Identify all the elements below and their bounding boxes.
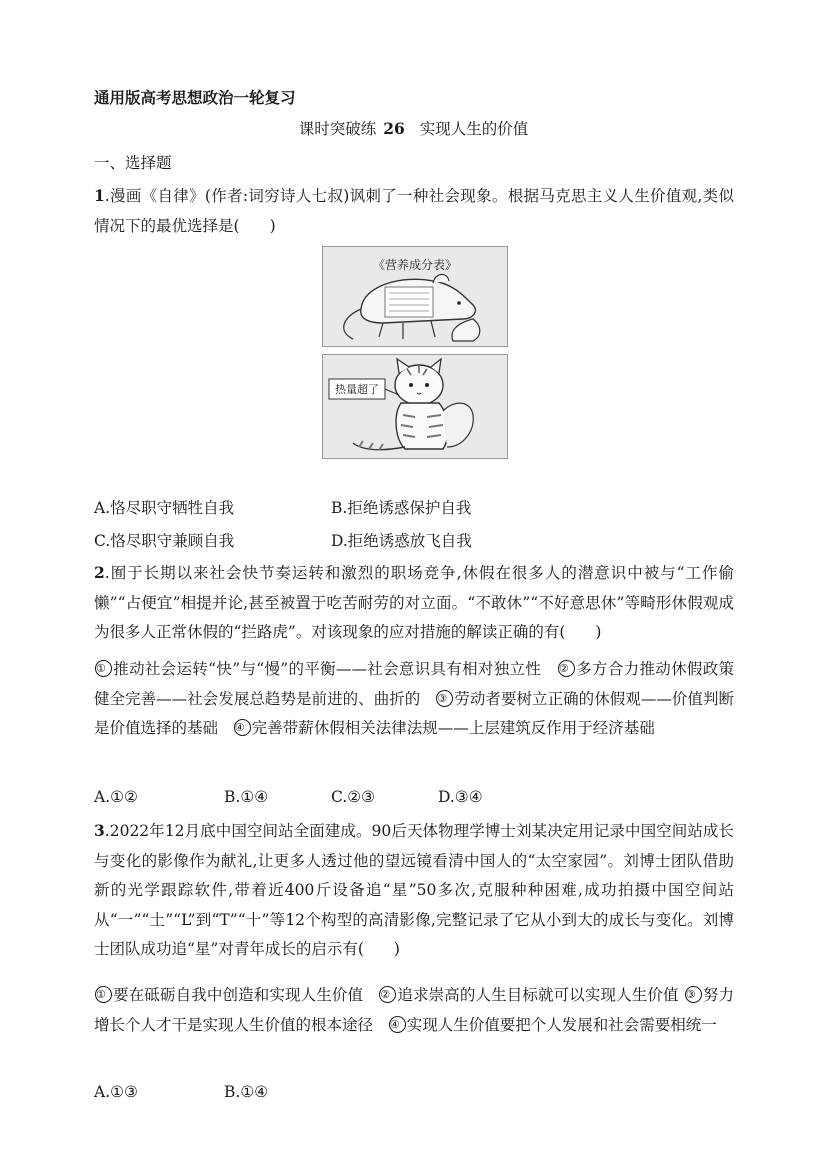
calorie-sign: 热量超了 [335,383,379,396]
comic-panel-cat [322,354,508,459]
q2-option-b[interactable]: B.①④ [224,788,269,806]
series-header: 通用版高考思想政治一轮复习 [94,89,296,107]
q2-statement-4: 完善带薪休假相关法律法规——上层建筑反作用于经济基础 [251,719,655,737]
lesson-title [0,117,827,139]
q2-option-d[interactable]: D.③④ [438,788,483,806]
question-2-stem: 2.囿于长期以来社会快节奏运转和激烈的职场竞争,休假在很多人的潜意识中被与“工作偷懒”“占便宜”相提并论,甚至被置于吃苦耐劳的对立面。“不敢休”“不好意思休”等畸形休假观成为很多人正常休假的“拦路虎”。对该现象的应对措施的解读正确的有( ) [94,563,734,641]
q3-statement-1: 要在砥砺自我中创造和实现人生价值 [113,986,364,1004]
q2-statement-1: 推动社会运转“快”与“慢”的平衡——社会意识具有相对独立性 [113,660,542,678]
title-number: 26 [383,119,405,138]
question-2-number: 2 [94,563,105,582]
comic-panel-mouse [322,246,508,347]
title-prefix: 课时突破练 [298,120,377,138]
q1-option-d[interactable]: D.拒绝诱惑放飞自我 [331,532,472,550]
question-3-number: 3 [94,821,105,840]
mouse-illustration [323,247,507,346]
q3-option-b[interactable]: B.①④ [224,1083,269,1101]
q1-option-c[interactable]: C.恪尽职守兼顾自我 [94,532,235,550]
cat-illustration [323,355,507,458]
question-1-number: 1 [94,186,105,205]
q2-statement-3: 劳动者要树立正确的休假观——价值判断是价值选择的基础 [94,689,734,737]
q2-option-c[interactable]: C.②③ [331,788,376,806]
q1-option-b[interactable]: B.拒绝诱惑保护自我 [331,499,472,517]
q3-statement-3: 努力增长个人才干是实现人生价值的根本途径 [94,986,734,1034]
nutrition-sign: 《营养成分表》 [372,258,458,272]
q2-statement-2: 多方合力推动休假政策健全完善——社会发展总趋势是前进的、曲折的 [94,660,735,708]
q3-option-a[interactable]: A.①③ [94,1083,138,1101]
section-label: 一、选择题 [94,154,172,172]
q3-statement-2: 追求崇高的人生目标就可以实现人生价值 [397,986,679,1004]
question-1-stem: 1.漫画《自律》(作者:词穷诗人七叔)讽刺了一种社会现象。根据马克思主义人生价值观,类似情况下的最优选择是( ) [94,186,734,235]
q3-statement-4: 实现人生价值要把个人发展和社会需要相统一 [406,1015,717,1034]
question-2-statements: ① 推动社会运转“快”与“慢”的平衡——社会意识具有相对独立性 ② 多方合力推动休假政策健全完善——社会发展总趋势是前进的、曲折的 ③ 劳动者要树立正确的休假观——价值判断是价值选择的基础 ④ 完善带薪休假相关法律法规——上层建筑反作用于经济基础 [94,660,735,737]
question-3-stem: 3.2022年12月底中国空间站全面建成。90后天体物理学博士刘某决定用记录中国空间站成长与变化的影像作为献礼,让更多人透过他的望远镜看清中国人的“太空家园”。刘博士团队借助新的光学跟踪软件,带着近400斤设备追“星”50多次,克服种种困难,成功拍摄中国空间站从“一”“土”“L”到“T”“十”等12个构型的高清影像,完整记录了它从小到大的成长与变化。刘博士团队成功追“星”对青年成长的启示有( ) [94,821,734,958]
q1-option-a[interactable]: A.恪尽职守牺牲自我 [94,499,235,517]
title-subject: 实现人生的价值 [419,120,529,138]
q2-option-a[interactable]: A.①② [94,788,138,806]
question-3-statements: ① 要在砥砺自我中创造和实现人生价值 ② 追求崇高的人生目标就可以实现人生价值 ③ 努力增长个人才干是实现人生价值的根本途径 ④ 实现人生价值要把个人发展和社会需要相统一 [94,986,734,1034]
